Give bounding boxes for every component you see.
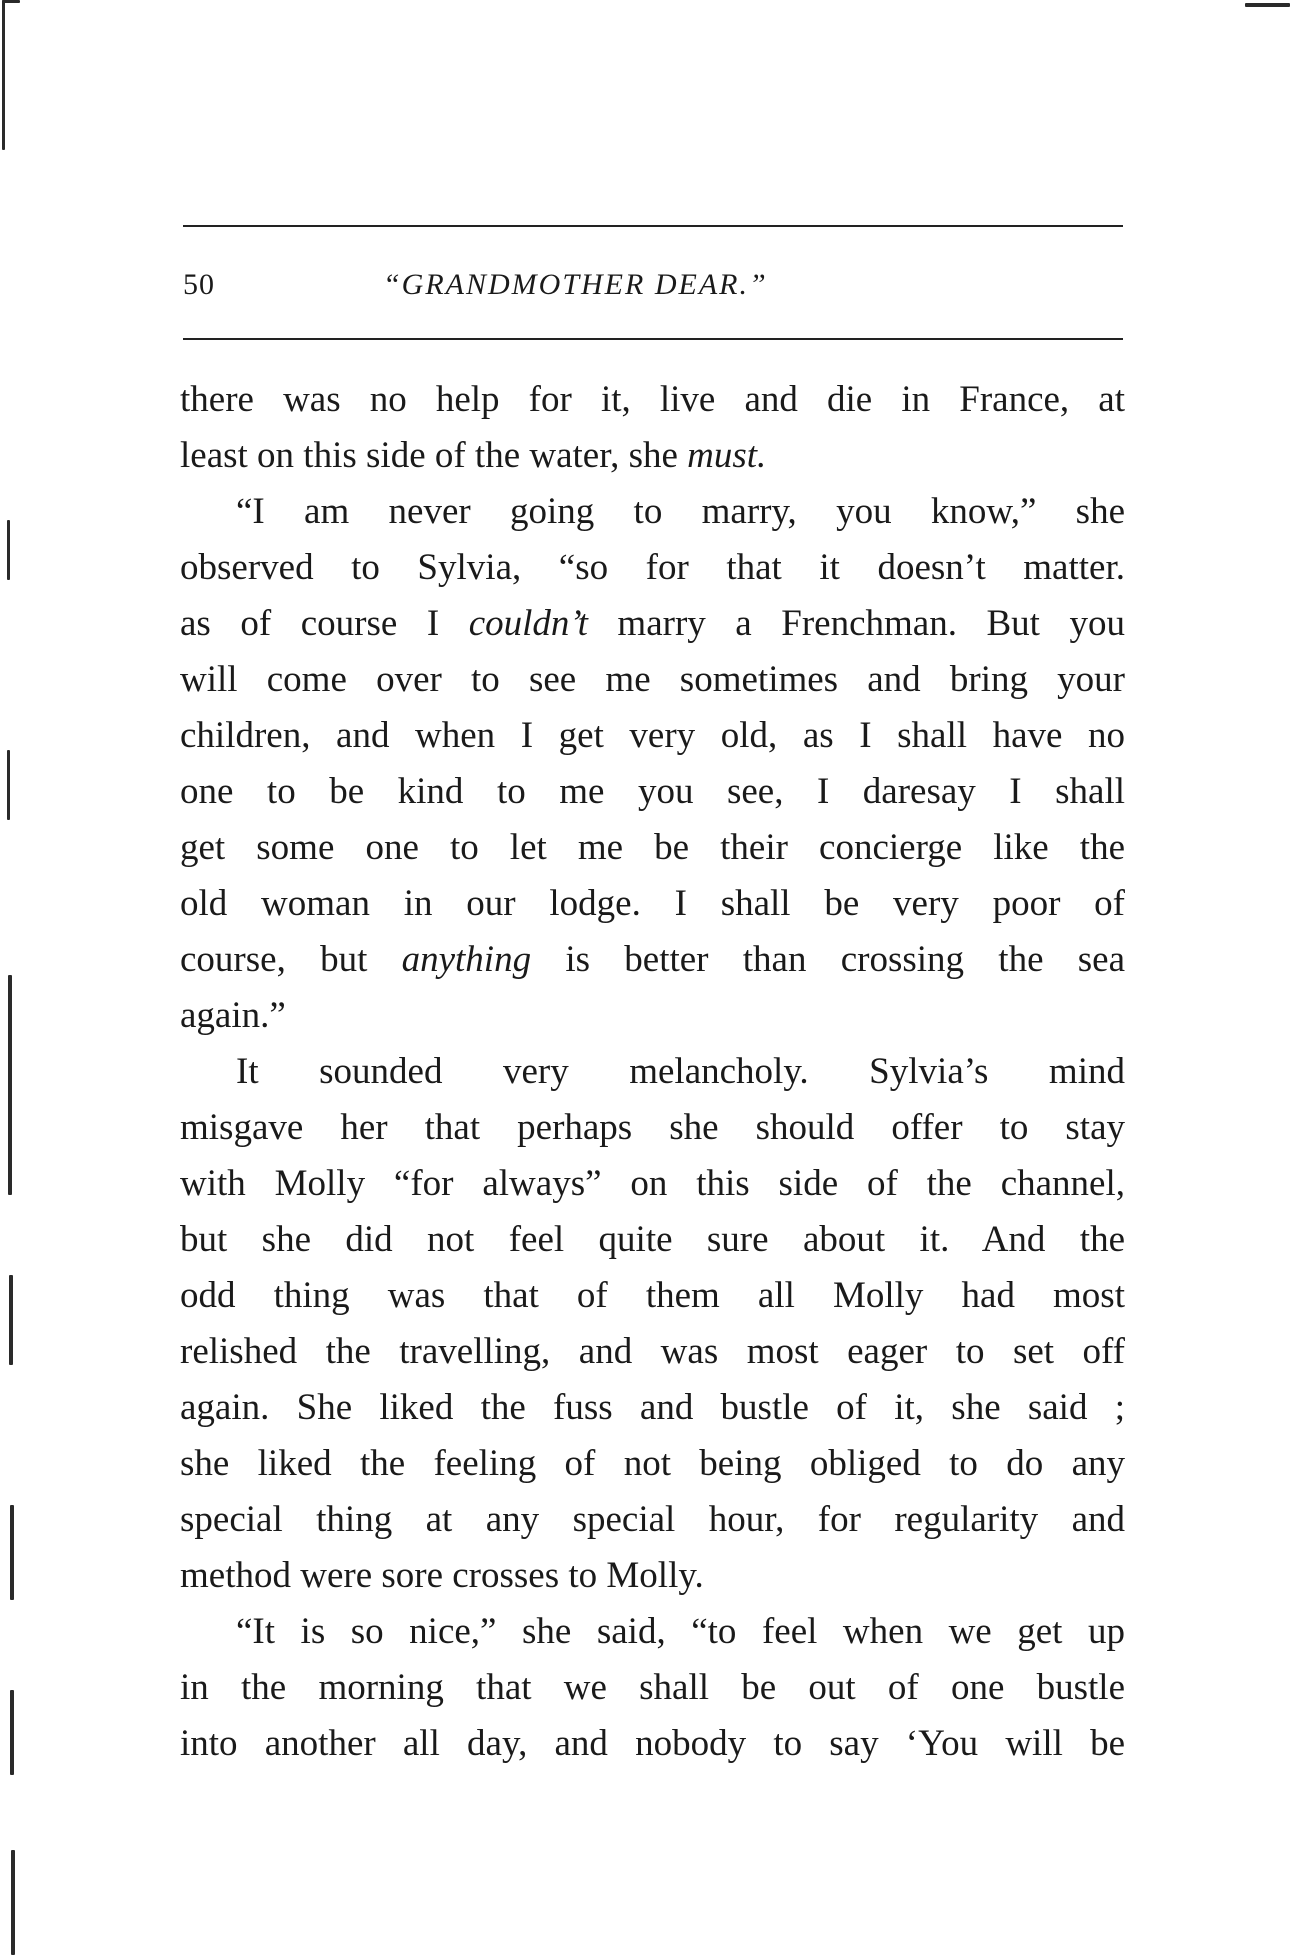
text-line: in the morning that we shall be out of one bustle (180, 1667, 1125, 1708)
text-line: she liked the feeling of not being obliged to do any (180, 1443, 1125, 1484)
header-rule-top (183, 225, 1123, 227)
scan-edge-mark (10, 1505, 14, 1600)
text-line: again. She liked the fuss and bustle of it, she said ; (180, 1387, 1125, 1428)
text-line: there was no help for it, live and die in France, at (180, 379, 1125, 420)
page-number: 50 (183, 268, 215, 301)
text-line: one to be kind to me you see, I daresay I shall (180, 771, 1125, 812)
scan-edge-mark (10, 1690, 14, 1775)
text-line: with Molly “for always” on this side of the channel, (180, 1163, 1125, 1204)
text-line: relished the travelling, and was most eager to set off (180, 1331, 1125, 1372)
text-line: It sounded very melancholy. Sylvia’s mind (236, 1051, 1125, 1092)
paragraph (180, 372, 1125, 484)
page-header (183, 268, 1123, 318)
text-line: least on this side of the water, she must. (180, 435, 767, 476)
paragraph (180, 484, 1125, 1044)
text-line: special thing at any special hour, for regularity and (180, 1499, 1125, 1540)
text-line: will come over to see me sometimes and bring your (180, 659, 1125, 700)
text-line: course, but anything is better than crossing the sea (180, 939, 1125, 980)
text-line: old woman in our lodge. I shall be very poor of (180, 883, 1125, 924)
emphasis-text: must. (687, 435, 767, 476)
running-title: “GRANDMOTHER DEAR.” (383, 268, 768, 301)
text-line: as of course I couldn’t marry a Frenchman. But you (180, 603, 1126, 644)
scan-edge-mark (8, 975, 12, 1195)
scan-edge-mark (2, 0, 20, 3)
text-line: “I am never going to marry, you know,” she (236, 491, 1125, 532)
paragraph (180, 1604, 1125, 1772)
scan-edge-mark (7, 520, 10, 580)
scan-edge-mark (2, 0, 5, 150)
text-line: children, and when I get very old, as I shall have no (180, 715, 1125, 756)
scan-edge-mark (11, 1850, 15, 1955)
emphasis-text: couldn’t (468, 603, 588, 644)
text-line: get some one to let me be their concierge like the (180, 827, 1125, 868)
scan-edge-mark (1245, 3, 1290, 7)
text-line: “It is so nice,” she said, “to feel when we get up (236, 1611, 1125, 1652)
text-line: into another all day, and nobody to say ‘You will be (180, 1723, 1125, 1764)
scan-edge-mark (9, 1275, 13, 1365)
text-line: again.” (180, 995, 286, 1036)
header-rule-bottom (183, 338, 1123, 340)
scan-edge-mark (7, 750, 10, 820)
text-line: observed to Sylvia, “so for that it doesn’t matter. (180, 547, 1125, 588)
body-text (180, 372, 1125, 1772)
paragraph (180, 1044, 1125, 1604)
text-line: misgave her that perhaps she should offer to stay (180, 1107, 1125, 1148)
emphasis-text: anything (401, 939, 532, 980)
text-line: method were sore crosses to Molly. (180, 1555, 704, 1596)
text-line: odd thing was that of them all Molly had most (180, 1275, 1125, 1316)
text-line: but she did not feel quite sure about it. And the (180, 1219, 1125, 1260)
